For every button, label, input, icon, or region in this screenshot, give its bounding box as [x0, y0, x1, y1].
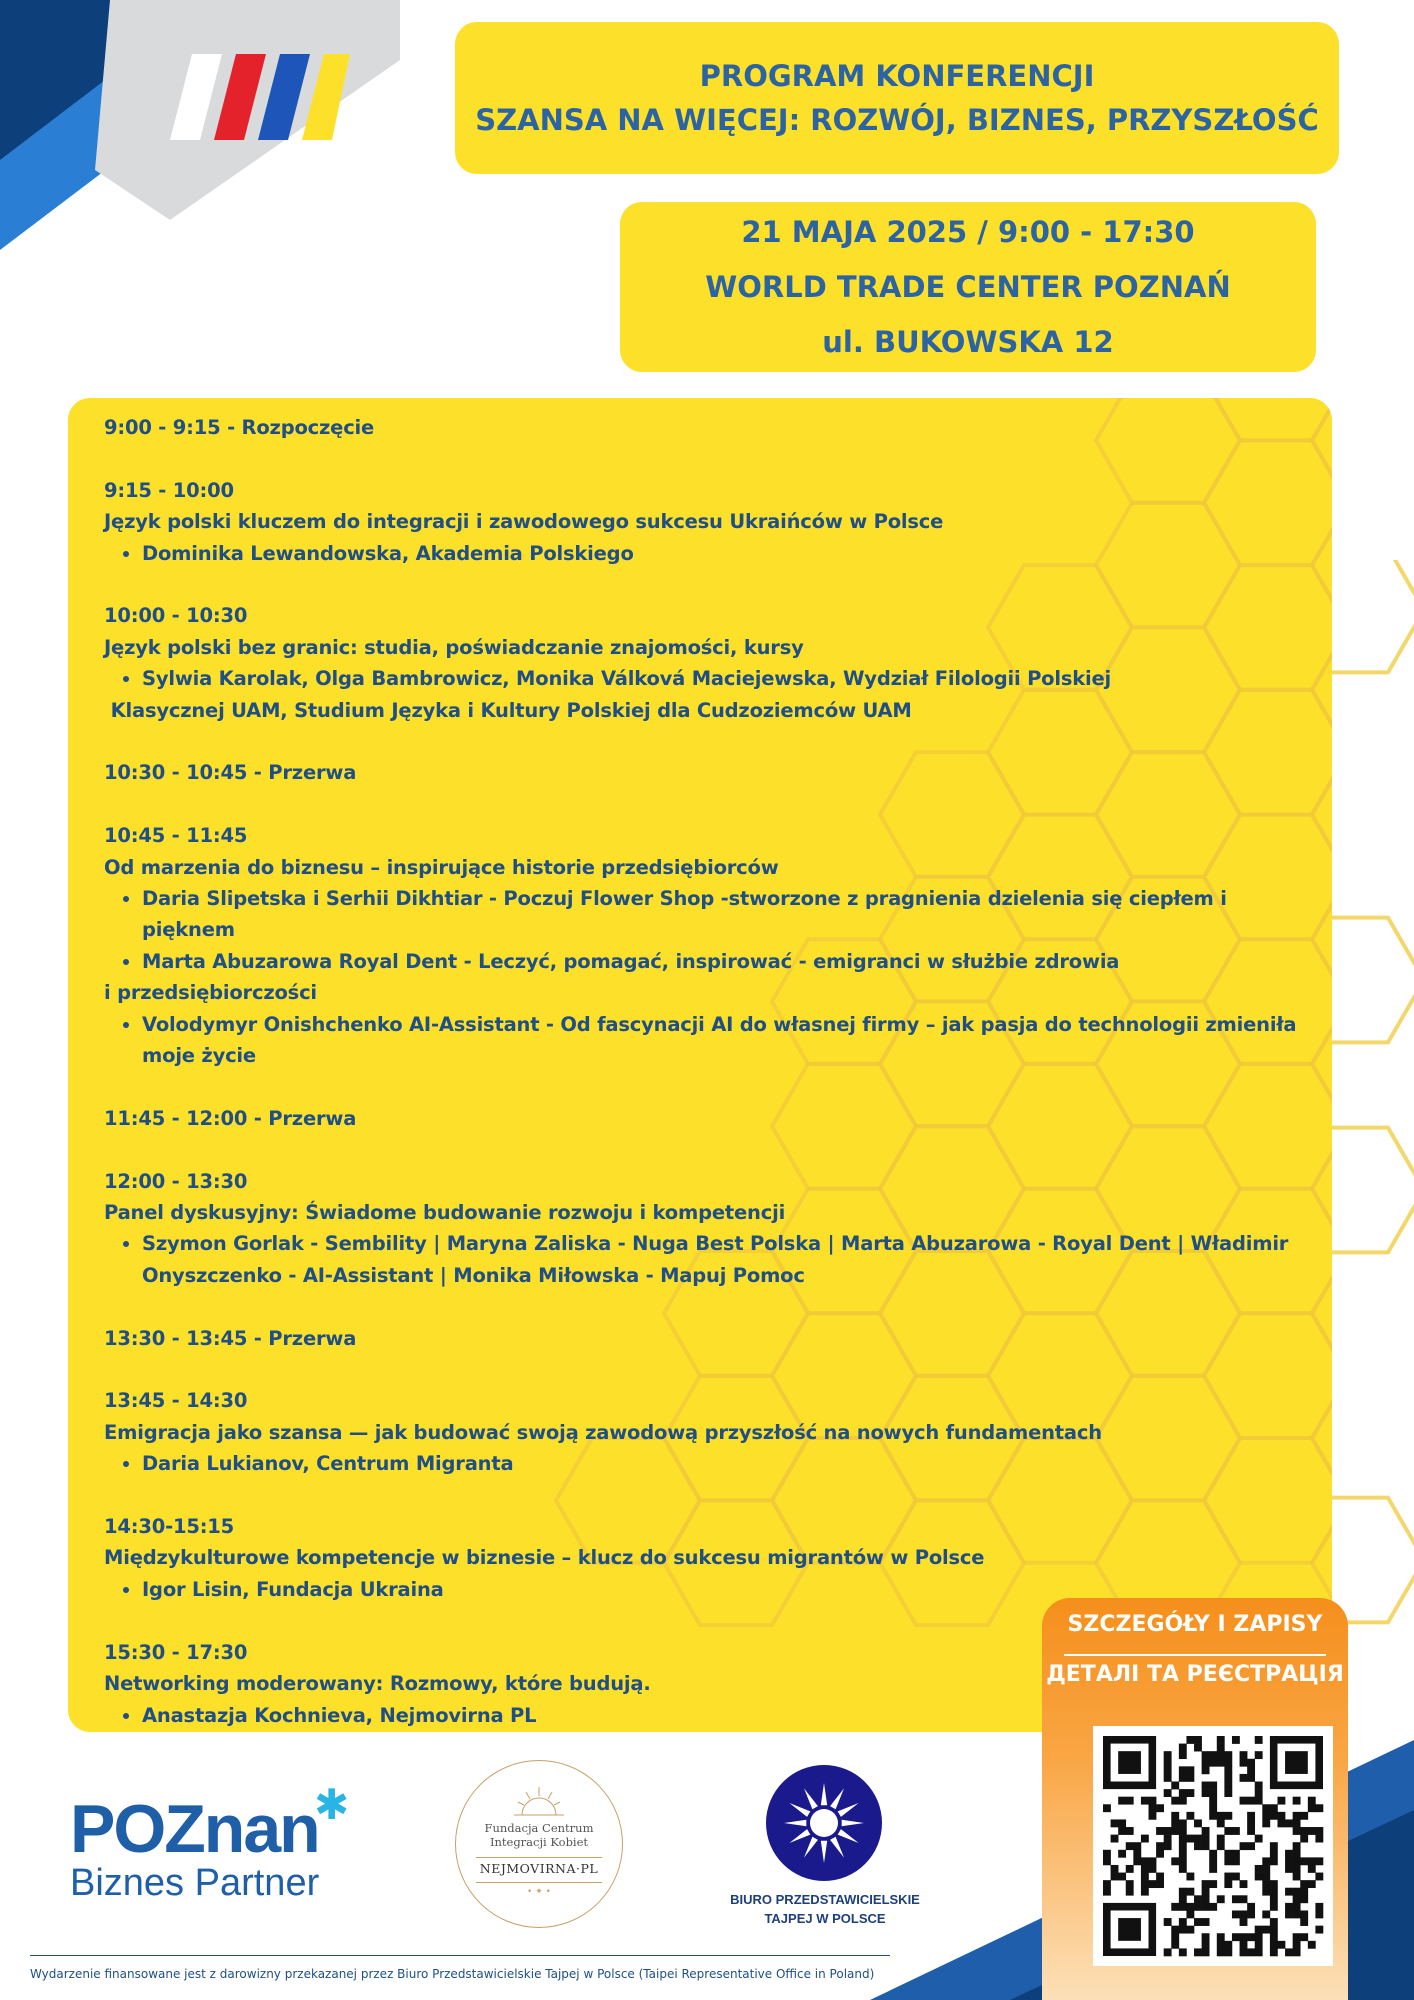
speaker-continuation: i przedsiębiorczości [104, 981, 317, 1005]
registration-title-ua: ДЕТАЛІ ТА РЕЄСТРАЦІЯ [1046, 1662, 1344, 1687]
session-title: Panel dyskusyjny: Świadome budowanie rozwoju i kompetencji [104, 1201, 786, 1225]
conference-title-line2: SZANSA NA WIĘCEJ: ROZWÓJ, BIZNES, PRZYSZŁOŚĆ [475, 103, 1319, 137]
speaker-item: • Marta Abuzarowa Royal Dent - Leczyć, pomagać, inspirować - emigranci w służbie zdrowia [142, 946, 1324, 977]
program-session [104, 1103, 1324, 1134]
session-time: 10:00 - 10:30 [104, 604, 248, 628]
flag-stripes-icon [170, 54, 350, 144]
registration-qr-code[interactable] [1093, 1726, 1333, 1966]
speaker-item: • Sylwia Karolak, Olga Bambrowicz, Monika Válková Maciejewska, Wydział Filologii Polskiej [142, 663, 1324, 694]
speaker-item: • Dominika Lewandowska, Akademia Polskiego [142, 538, 1324, 569]
funding-note: Wydarzenie finansowane jest z darowizny przekazanej przez Biuro Przedstawicielskie Tajpej w Polsce (Taipei Representative Office in Poland) [30, 1967, 875, 1981]
event-date-time: 21 MAJA 2025 / 9:00 - 17:30 [741, 214, 1195, 249]
session-time: 14:30-15:15 [104, 1515, 235, 1539]
poznan-logo-subtitle: Biznes Partner [70, 1862, 320, 1904]
session-time: 9:15 - 10:00 [104, 478, 234, 502]
poznan-logo [68, 1780, 358, 1910]
registration-divider [1064, 1654, 1326, 1656]
event-address: ul. BUKOWSKA 12 [822, 324, 1114, 359]
fundacja-logo [455, 1760, 623, 1928]
program-list [104, 412, 1324, 1732]
session-time: 9:00 - 9:15 - Rozpoczęcie [104, 416, 375, 439]
fundacja-brand: NEJMOVIRNA·PL [479, 1861, 599, 1876]
session-time: 11:45 - 12:00 - Przerwa [104, 1106, 357, 1130]
fundacja-line2: Integracji Kobiet [489, 1835, 589, 1849]
speaker-item: • Daria Lukianov, Centrum Migranta [142, 1448, 1324, 1479]
event-venue: WORLD TRADE CENTER POZNAŃ [705, 269, 1231, 304]
poznan-logo-text: POZnan [70, 1791, 319, 1867]
conference-title-line1: PROGRAM KONFERENCJI [699, 59, 1095, 93]
program-session [104, 600, 1324, 726]
taipei-line2: TAJPEJ W POLSCE [764, 1911, 886, 1926]
program-session [104, 1511, 1324, 1605]
program-session [104, 1166, 1324, 1292]
session-title: Od marzenia do biznesu – inspirujące historie przedsiębiorców [104, 855, 779, 879]
hexagon-shape [1332, 1128, 1414, 1253]
taipei-sun-emblem-icon [764, 1763, 884, 1883]
speaker-list [104, 883, 1324, 977]
conference-title-box [455, 22, 1339, 174]
hexagon-pattern-outer [1332, 560, 1414, 1660]
session-title: Emigracja jako szansa — jak budować swoją zawodową przyszłość na nowych fundamentach [104, 1420, 1102, 1444]
session-time: 10:45 - 11:45 [104, 824, 248, 848]
taipei-line1: BIURO PRZEDSTAWICIELSKIE [730, 1892, 920, 1907]
asterisk-icon: ✱ [314, 1780, 350, 1829]
program-session [104, 1323, 1324, 1354]
speaker-item: • Anastazja Kochnieva, Nejmovirna PL [142, 1700, 1324, 1731]
fundacja-rule-top [476, 1857, 602, 1858]
program-session [104, 475, 1324, 569]
taipei-office-label [700, 1890, 950, 1928]
fundacja-ornament: • ✦ • [527, 1887, 551, 1897]
speaker-list [104, 1448, 1324, 1479]
session-time: 12:00 - 13:30 [104, 1169, 248, 1193]
session-time: 13:30 - 13:45 - Przerwa [104, 1326, 357, 1350]
session-title: Język polski kluczem do integracji i zawodowego sukcesu Ukraińców w Polsce [104, 510, 944, 534]
session-title: Język polski bez granic: studia, poświadczanie znajomości, kursy [104, 635, 804, 659]
session-time: 10:30 - 10:45 - Przerwa [104, 761, 357, 785]
speaker-list [104, 663, 1324, 694]
program-panel [68, 398, 1332, 1732]
speaker-list [104, 1228, 1324, 1291]
speaker-item: • Volodymyr Onishchenko AI-Assistant - Od fascynacji AI do własnej firmy – jak pasja do technologii zmieniła moje życie [142, 1009, 1324, 1072]
fundacja-line1: Fundacja Centrum [484, 1821, 594, 1835]
session-time: 15:30 - 17:30 [104, 1640, 248, 1664]
speaker-list [104, 538, 1324, 569]
hexagon-shape [1332, 918, 1414, 1043]
registration-title-pl: SZCZEGÓŁY I ZAPISY [1067, 1612, 1323, 1637]
hexagon-shape [1332, 560, 1414, 672]
program-session [104, 757, 1324, 788]
speaker-item: • Daria Slipetska i Serhii Dikhtiar - Poczuj Flower Shop -stworzone z pragnienia dzielenia się ciepłem i pięknem [142, 883, 1324, 946]
footer-divider [30, 1955, 890, 1956]
fundacja-rule-bottom [476, 1882, 602, 1883]
qr-code-icon[interactable] [1093, 1726, 1333, 1966]
speaker-item: • Szymon Gorlak - Sembility | Maryna Zaliska - Nuga Best Polska | Marta Abuzarowa - Royal Dent | Władimir Onyszczenko - AI-Assistant | Monika Miłowska - Mapuj Pomoc [142, 1228, 1324, 1291]
session-title: Międzykulturowe kompetencje w biznesie – klucz do sukcesu migrantów w Polsce [104, 1546, 985, 1570]
event-info-box [620, 202, 1316, 372]
speaker-continuation: Klasycznej UAM, Studium Języka i Kultury Polskiej dla Cudzoziemców UAM [104, 698, 912, 722]
program-session [104, 412, 1324, 443]
speaker-item: • Igor Lisin, Fundacja Ukraina [142, 1574, 1324, 1605]
program-session [104, 820, 1324, 1071]
fundacja-name [456, 1821, 622, 1849]
session-title: Networking moderowany: Rozmowy, które budują. [104, 1672, 651, 1696]
sunrise-icon [514, 1785, 564, 1819]
session-time: 13:45 - 14:30 [104, 1389, 248, 1413]
program-session [104, 1385, 1324, 1479]
hexagon-shape [1332, 1498, 1414, 1623]
speaker-list [104, 1009, 1324, 1072]
